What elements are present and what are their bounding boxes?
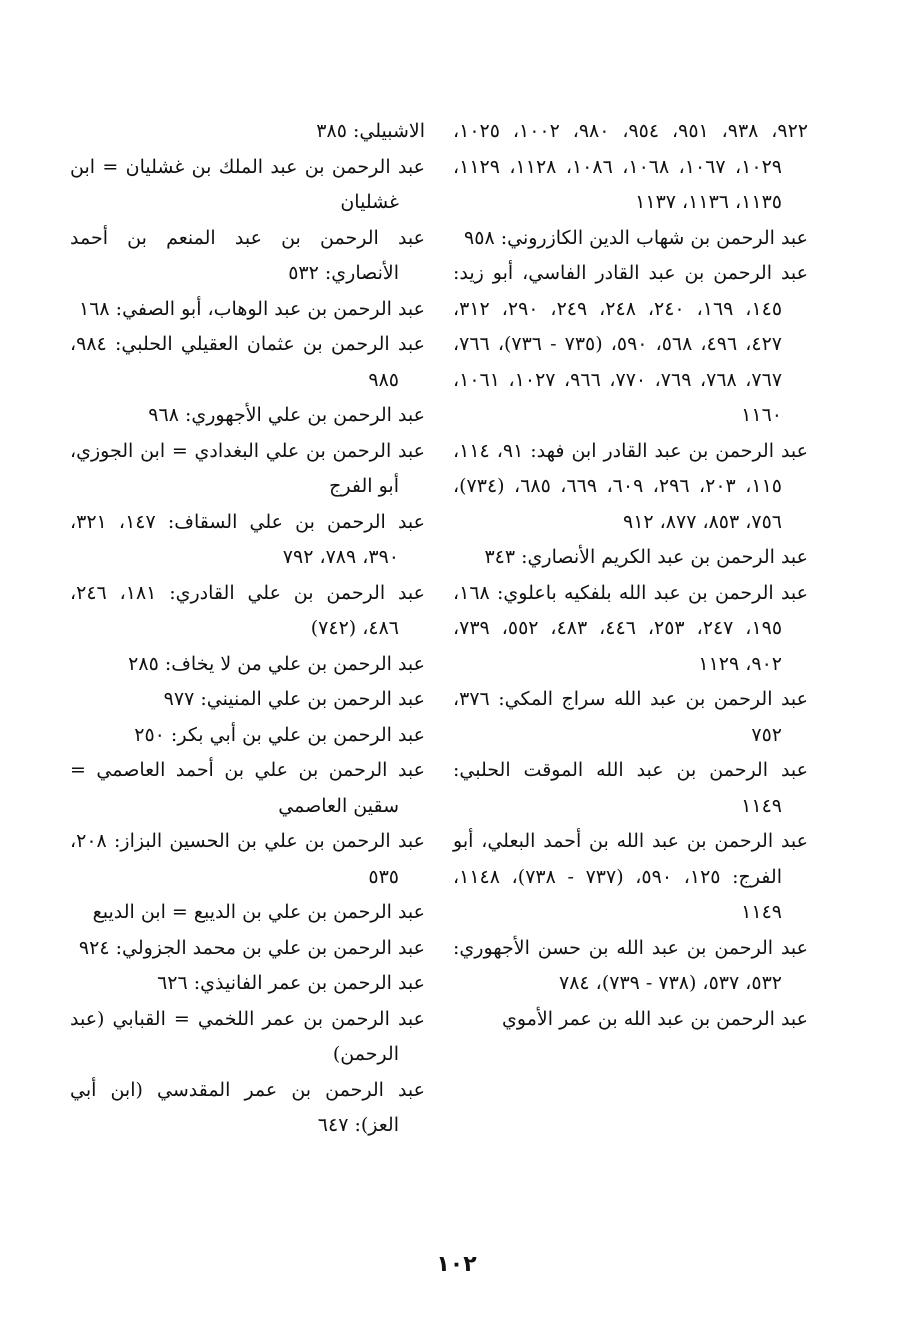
page-number: ١٠٢ bbox=[436, 1252, 477, 1277]
index-entry: ٩٢٢، ٩٣٨، ٩٥١، ٩٥٤، ٩٨٠، ١٠٠٢، ١٠٢٥، ١٠٢٩، ١٠٦٧، ١٠٦٨، ١٠٨٦، ١١٢٨، ١١٢٩، ١١٣٥، ١١٣٦، ١١٣٧ bbox=[453, 120, 809, 213]
index-entry: عبد الرحمن بن علي بن أبي بكر: ٢٥٠ bbox=[134, 723, 425, 746]
index-entry: عبد الرحمن بن علي بن الديبع = ابن الديبع bbox=[92, 901, 425, 923]
index-entry: عبد الرحمن بن علي القادري: ١٨١، ٢٤٦، ٤٨٦، (٧٤٢) bbox=[70, 581, 426, 639]
index-entry: عبد الرحمن بن علي بن أحمد العاصمي = سقين العاصمي bbox=[70, 759, 425, 817]
index-entry: عبد الرحمن بن عبد الله بن أحمد البعلي، أبو الفرج: ١٢٥، ٥٩٠، (٧٣٧ - ٧٣٨)، ١١٤٨، ١١٤٩ bbox=[453, 830, 808, 923]
index-entry: عبد الرحمن بن علي السقاف: ١٤٧، ٣٢١، ٣٩٠، ٧٨٩، ٧٩٢ bbox=[70, 510, 426, 568]
index-entry: عبد الرحمن بن عبد الله سراج المكي: ٣٧٦، ٧٥٢ bbox=[453, 688, 808, 746]
index-entry: عبد الرحمن بن علي البغدادي = ابن الجوزي، أبو الفرج bbox=[70, 439, 425, 497]
index-entry: عبد الرحمن بن عمر الفانيذي: ٦٢٦ bbox=[157, 972, 425, 994]
index-entry: عبد الرحمن بن علي المنيني: ٩٧٧ bbox=[163, 688, 425, 710]
index-column-right bbox=[453, 114, 808, 1037]
index-entry: عبد الرحمن بن علي بن محمد الجزولي: ٩٢٤ bbox=[78, 936, 425, 959]
index-entry: عبد الرحمن بن عبد الله بن حسن الأجهوري: ٥٣٢، ٥٣٧، (٧٣٨ - ٧٣٩)، ٧٨٤ bbox=[453, 936, 808, 994]
index-entry: عبد الرحمن بن عبد الوهاب، أبو الصفي: ١٦٨ bbox=[79, 297, 425, 320]
index-entry: عبد الرحمن بن شهاب الدين الكازروني: ٩٥٨ bbox=[464, 226, 808, 249]
index-entry: عبد الرحمن بن علي الأجهوري: ٩٦٨ bbox=[148, 404, 425, 426]
index-entry: عبد الرحمن بن عبد القادر الفاسي، أبو زيد: ١٤٥، ١٦٩، ٢٤٠، ٢٤٨، ٢٤٩، ٢٩٠، ٣١٢، ٤٢٧، ٤٩٦، ٥٦٨، ٥٩٠، (٧٣٥ - ٧٣٦)، ٧٦٦، ٧٦٧، ٧٦٨، ٧٦٩، ٧٧٠، ٩٦٦، ١٠٢٧، ١٠٦١، ١١٦٠ bbox=[453, 262, 808, 426]
index-entry: عبد الرحمن بن عثمان العقيلي الحلبي: ٩٨٤، ٩٨٥ bbox=[70, 333, 425, 391]
index-column-left bbox=[70, 114, 425, 1144]
index-entry: عبد الرحمن بن علي من لا يخاف: ٢٨٥ bbox=[128, 652, 425, 675]
index-entry: عبد الرحمن بن عبد الله الموقت الحلبي: ١١٤٩ bbox=[453, 759, 808, 817]
index-entry: عبد الرحمن بن عبد الله بلفكيه باعلوي: ١٦٨، ١٩٥، ٢٤٧، ٢٥٣، ٤٤٦، ٤٨٣، ٥٥٢، ٧٣٩، ٩٠٢، ١١٢٩ bbox=[453, 581, 808, 675]
index-entry: الاشبيلي: ٣٨٥ bbox=[316, 120, 425, 142]
index-entry: عبد الرحمن بن عبد المنعم بن أحمد الأنصاري: ٥٣٢ bbox=[70, 226, 425, 284]
index-entry: عبد الرحمن بن علي بن الحسين البزاز: ٢٠٨، ٥٣٥ bbox=[70, 830, 425, 888]
index-entry: عبد الرحمن بن عمر المقدسي (ابن أبي العز): ٦٤٧ bbox=[70, 1078, 425, 1136]
index-entry: عبد الرحمن بن عبد الملك بن غشليان = ابن غشليان bbox=[70, 155, 425, 213]
index-entry: عبد الرحمن بن عبد الله بن عمر الأموي bbox=[502, 1007, 808, 1030]
index-entry: عبد الرحمن بن عبد الكريم الأنصاري: ٣٤٣ bbox=[484, 546, 808, 568]
index-entry: عبد الرحمن بن عمر اللخمي = القبابي (عبد الرحمن) bbox=[70, 1007, 425, 1065]
index-entry: عبد الرحمن بن عبد القادر ابن فهد: ٩١، ١١٤، ١١٥، ٢٠٣، ٢٩٦، ٦٠٩، ٦٦٩، ٦٨٥، (٧٣٤)، ٧٥٦، ٨٥٣، ٨٧٧، ٩١٢ bbox=[453, 439, 808, 533]
